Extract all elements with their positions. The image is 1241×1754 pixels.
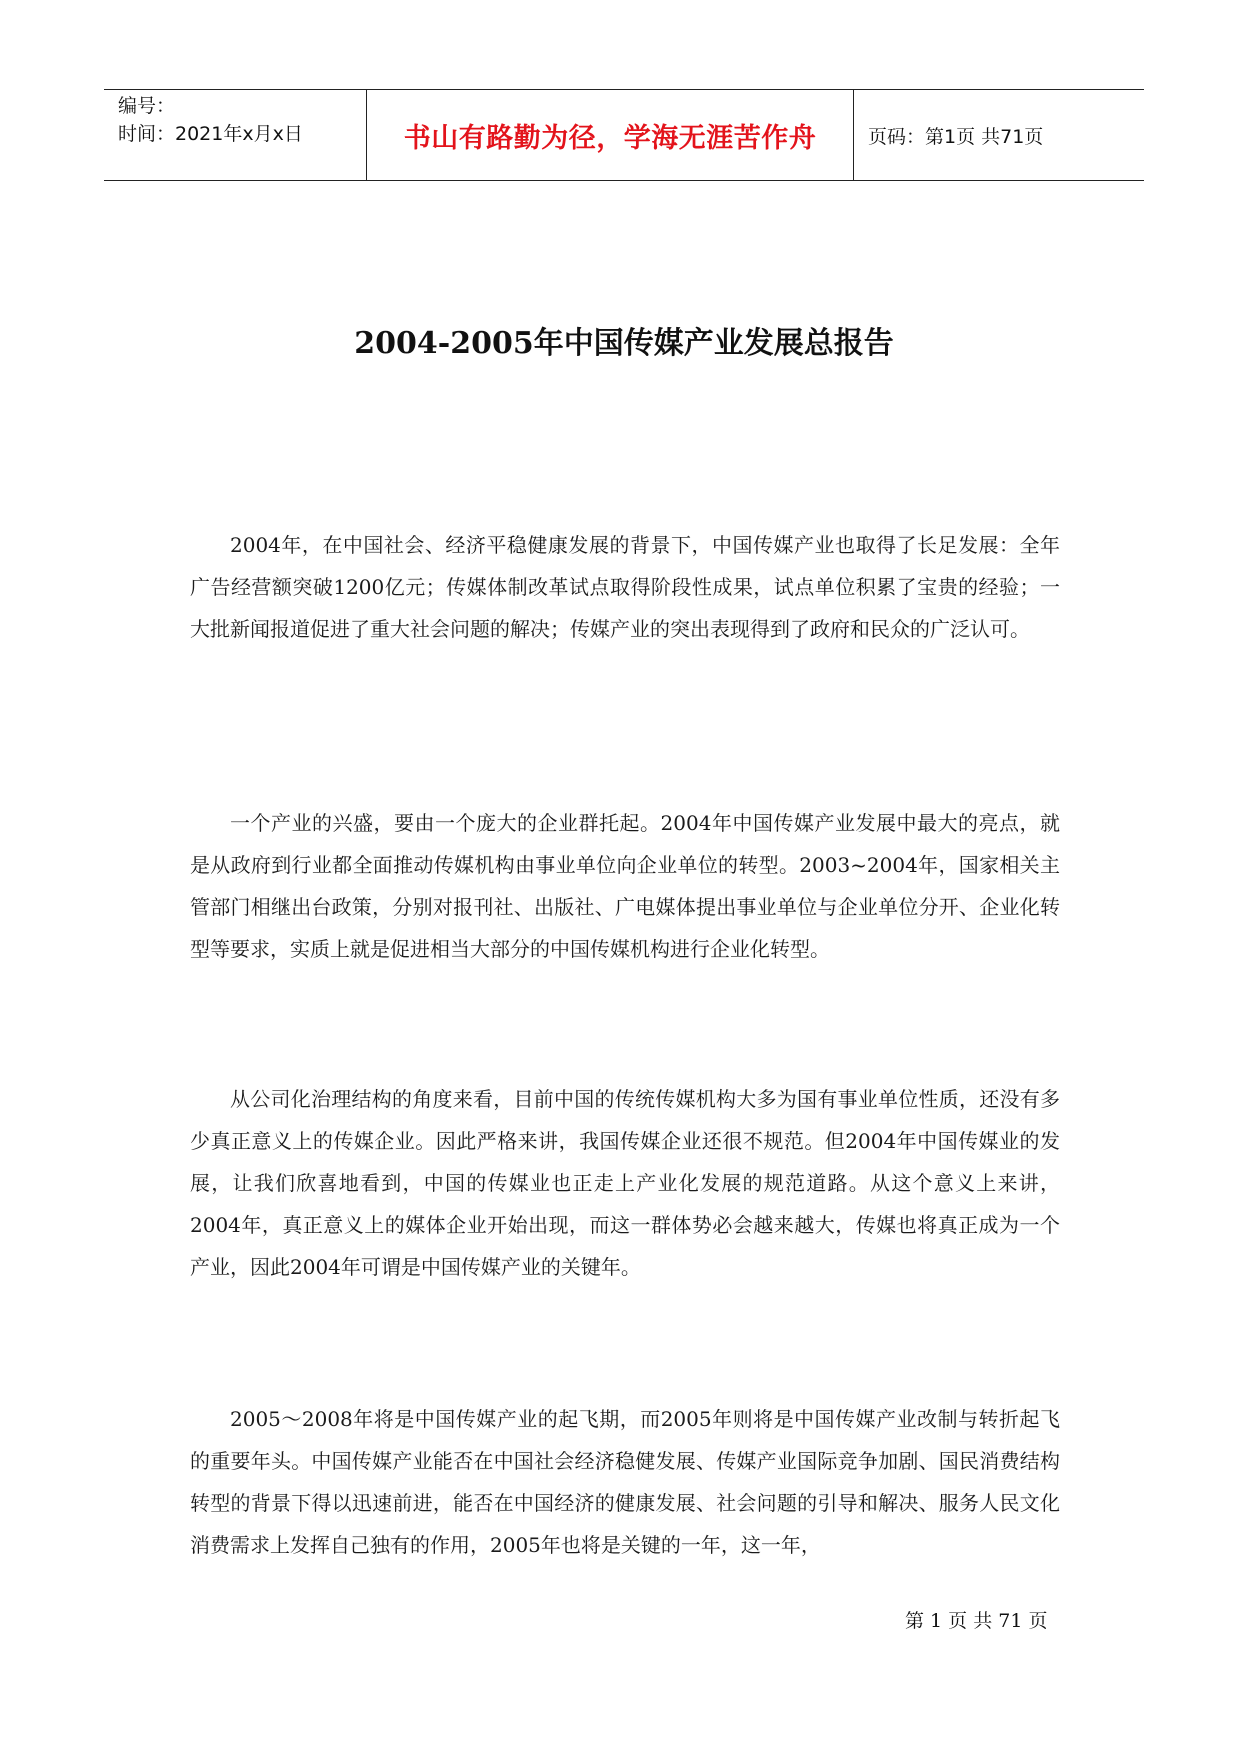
page-header [104, 89, 1144, 181]
header-meta [104, 90, 366, 180]
document-title: 2004-2005年中国传媒产业发展总报告 [354, 326, 894, 361]
serial-label: 编号： [118, 95, 176, 117]
motto-text: 书山有路勤为径，学海无涯苦作舟 [403, 122, 817, 154]
body-paragraph: 一个产业的兴盛，要由一个庞大的企业群托起。2004年中国传媒产业发展中最大的亮点，就是从政府到行业都全面推动传媒机构由事业单位向企业单位的转型。2003~2004年，国家相关主管部门相继出台政策，分别对报刊社、出版社、广电媒体提出事业单位与企业单位分开、企业化转型等要求，实质上就是促进相当大部分的中国传媒机构进行企业化转型。 [190, 811, 1060, 961]
page-code-text: 页码：第1页 共71页 [868, 125, 1044, 148]
body-paragraph: 2005～2008年将是中国传媒产业的起飞期，而2005年则将是中国传媒产业改制与转折起飞的重要年头。中国传媒产业能否在中国社会经济稳健发展、传媒产业国际竞争加剧、国民消费结构转型的背景下得以迅速前进，能否在中国经济的健康发展、社会问题的引导和解决、服务人民文化消费需求上发挥自己独有的作用，2005年也将是关键的一年，这一年， [190, 1407, 1060, 1557]
body-paragraph: 从公司化治理结构的角度来看，目前中国的传统传媒机构大多为国有事业单位性质，还没有多少真正意义上的传媒企业。因此严格来讲，我国传媒企业还很不规范。但2004年中国传媒业的发展，让我们欣喜地看到，中国的传媒业也正走上产业化发展的规范道路。从这个意义上来讲，2004年，真正意义上的媒体企业开始出现，而这一群体势必会越来越大，传媒也将真正成为一个产业，因此2004年可谓是中国传媒产业的关键年。 [190, 1087, 1060, 1279]
page-footer [905, 1606, 1047, 1633]
footer-page-number: 第 1 页 共 71 页 [905, 1610, 1048, 1632]
time-label: 时间：2021年x月x日 [118, 123, 303, 145]
body-paragraph: 2004年，在中国社会、经济平稳健康发展的背景下，中国传媒产业也取得了长足发展：全年广告经营额突破1200亿元；传媒体制改革试点取得阶段性成果，试点单位积累了宝贵的经验；一大批新闻报道促进了重大社会问题的解决；传媒产业的突出表现得到了政府和民众的广泛认可。 [190, 533, 1060, 641]
header-page-code [854, 90, 1144, 180]
header-motto [366, 90, 854, 180]
